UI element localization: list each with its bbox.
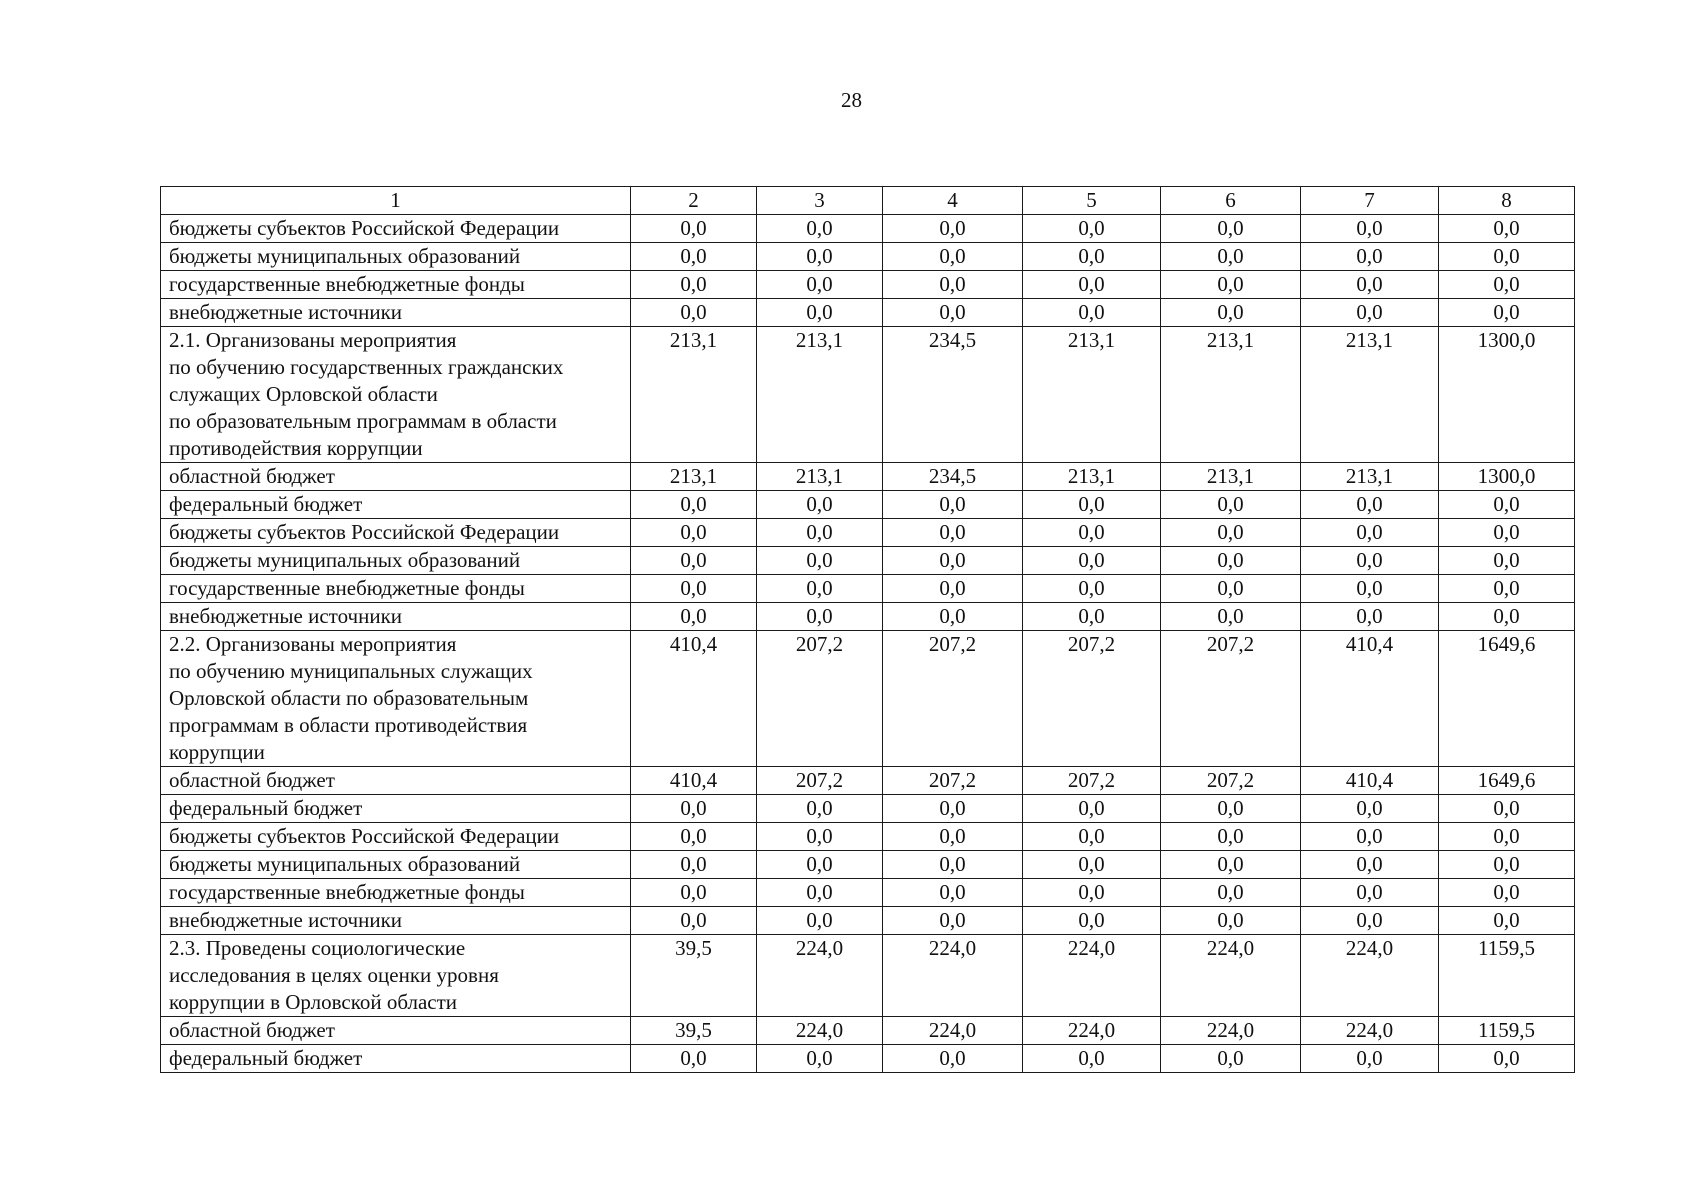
cell-value: 0,0 <box>631 1045 757 1073</box>
cell-value: 0,0 <box>1161 879 1301 907</box>
cell-value: 0,0 <box>1439 823 1575 851</box>
cell-value: 224,0 <box>757 1017 883 1045</box>
cell-value: 0,0 <box>1161 795 1301 823</box>
cell-value: 0,0 <box>631 851 757 879</box>
cell-value: 224,0 <box>1023 935 1161 1017</box>
cell-value: 213,1 <box>757 327 883 463</box>
row-label: 2.3. Проведены социологические исследования в целях оценки уровня коррупции в Орловской области <box>161 935 631 1017</box>
cell-value: 224,0 <box>883 1017 1023 1045</box>
cell-value: 0,0 <box>1301 215 1439 243</box>
cell-value: 213,1 <box>1301 463 1439 491</box>
cell-value: 0,0 <box>883 1045 1023 1073</box>
cell-value: 0,0 <box>1161 823 1301 851</box>
cell-value: 0,0 <box>883 271 1023 299</box>
cell-value: 0,0 <box>1023 795 1161 823</box>
cell-value: 0,0 <box>1161 271 1301 299</box>
cell-value: 207,2 <box>757 631 883 767</box>
header-row <box>161 187 1575 215</box>
row-label: государственные внебюджетные фонды <box>161 575 631 603</box>
cell-value: 0,0 <box>631 519 757 547</box>
table-row <box>161 547 1575 575</box>
cell-value: 224,0 <box>1161 1017 1301 1045</box>
table-row <box>161 299 1575 327</box>
cell-value: 207,2 <box>883 767 1023 795</box>
cell-value: 207,2 <box>757 767 883 795</box>
cell-value: 0,0 <box>883 215 1023 243</box>
cell-value: 207,2 <box>1023 631 1161 767</box>
cell-value: 410,4 <box>1301 631 1439 767</box>
cell-value: 0,0 <box>1301 243 1439 271</box>
row-label: внебюджетные источники <box>161 299 631 327</box>
table-row <box>161 215 1575 243</box>
cell-value: 0,0 <box>1023 547 1161 575</box>
cell-value: 39,5 <box>631 1017 757 1045</box>
column-header-4: 4 <box>883 187 1023 215</box>
cell-value: 0,0 <box>883 519 1023 547</box>
cell-value: 0,0 <box>631 271 757 299</box>
cell-value: 0,0 <box>631 823 757 851</box>
cell-value: 224,0 <box>883 935 1023 1017</box>
cell-value: 410,4 <box>631 631 757 767</box>
column-header-6: 6 <box>1161 187 1301 215</box>
cell-value: 0,0 <box>1161 299 1301 327</box>
column-header-3: 3 <box>757 187 883 215</box>
cell-value: 0,0 <box>1301 299 1439 327</box>
cell-value: 0,0 <box>1161 575 1301 603</box>
cell-value: 0,0 <box>1023 823 1161 851</box>
cell-value: 0,0 <box>1023 851 1161 879</box>
cell-value: 213,1 <box>1301 327 1439 463</box>
row-label: бюджеты муниципальных образований <box>161 851 631 879</box>
cell-value: 224,0 <box>1161 935 1301 1017</box>
cell-value: 0,0 <box>883 907 1023 935</box>
cell-value: 0,0 <box>631 215 757 243</box>
cell-value: 0,0 <box>1439 575 1575 603</box>
cell-value: 0,0 <box>883 823 1023 851</box>
cell-value: 0,0 <box>1439 519 1575 547</box>
cell-value: 0,0 <box>757 823 883 851</box>
cell-value: 0,0 <box>631 299 757 327</box>
table-row <box>161 463 1575 491</box>
cell-value: 0,0 <box>1023 1045 1161 1073</box>
row-label: бюджеты субъектов Российской Федерации <box>161 215 631 243</box>
cell-value: 39,5 <box>631 935 757 1017</box>
cell-value: 224,0 <box>757 935 883 1017</box>
cell-value: 207,2 <box>883 631 1023 767</box>
cell-value: 0,0 <box>757 243 883 271</box>
table-row <box>161 1045 1575 1073</box>
cell-value: 0,0 <box>631 603 757 631</box>
cell-value: 410,4 <box>1301 767 1439 795</box>
cell-value: 0,0 <box>1301 271 1439 299</box>
cell-value: 0,0 <box>1301 519 1439 547</box>
cell-value: 0,0 <box>757 575 883 603</box>
cell-value: 0,0 <box>1023 519 1161 547</box>
row-label: внебюджетные источники <box>161 603 631 631</box>
cell-value: 207,2 <box>1161 767 1301 795</box>
table-row <box>161 519 1575 547</box>
cell-value: 0,0 <box>1301 1045 1439 1073</box>
cell-value: 1649,6 <box>1439 631 1575 767</box>
cell-value: 0,0 <box>1439 1045 1575 1073</box>
cell-value: 0,0 <box>1023 491 1161 519</box>
cell-value: 0,0 <box>1023 575 1161 603</box>
column-header-1: 1 <box>161 187 631 215</box>
cell-value: 0,0 <box>883 851 1023 879</box>
cell-value: 0,0 <box>757 603 883 631</box>
table-row <box>161 575 1575 603</box>
cell-value: 213,1 <box>1161 463 1301 491</box>
cell-value: 1159,5 <box>1439 935 1575 1017</box>
cell-value: 0,0 <box>1023 243 1161 271</box>
cell-value: 1300,0 <box>1439 463 1575 491</box>
column-header-2: 2 <box>631 187 757 215</box>
row-label: бюджеты муниципальных образований <box>161 243 631 271</box>
cell-value: 234,5 <box>883 463 1023 491</box>
cell-value: 0,0 <box>1301 795 1439 823</box>
cell-value: 0,0 <box>1161 603 1301 631</box>
row-label: федеральный бюджет <box>161 795 631 823</box>
row-label: внебюджетные источники <box>161 907 631 935</box>
cell-value: 0,0 <box>1301 851 1439 879</box>
cell-value: 0,0 <box>1023 879 1161 907</box>
cell-value: 224,0 <box>1023 1017 1161 1045</box>
cell-value: 0,0 <box>883 547 1023 575</box>
row-label: областной бюджет <box>161 767 631 795</box>
cell-value: 0,0 <box>631 879 757 907</box>
budget-table <box>160 186 1575 1073</box>
cell-value: 224,0 <box>1301 935 1439 1017</box>
cell-value: 0,0 <box>631 795 757 823</box>
cell-value: 0,0 <box>883 243 1023 271</box>
row-label: бюджеты субъектов Российской Федерации <box>161 823 631 851</box>
cell-value: 0,0 <box>1161 243 1301 271</box>
cell-value: 0,0 <box>1439 795 1575 823</box>
cell-value: 0,0 <box>1439 603 1575 631</box>
cell-value: 0,0 <box>1161 215 1301 243</box>
row-label: 2.2. Организованы мероприятия по обучению муниципальных служащих Орловской области по образовательным программам в области противодействия коррупции <box>161 631 631 767</box>
cell-value: 213,1 <box>757 463 883 491</box>
cell-value: 0,0 <box>757 215 883 243</box>
cell-value: 0,0 <box>1301 823 1439 851</box>
cell-value: 410,4 <box>631 767 757 795</box>
cell-value: 1300,0 <box>1439 327 1575 463</box>
cell-value: 0,0 <box>631 547 757 575</box>
cell-value: 0,0 <box>757 547 883 575</box>
cell-value: 0,0 <box>883 575 1023 603</box>
page-number: 28 <box>841 88 862 112</box>
row-label: федеральный бюджет <box>161 1045 631 1073</box>
table-row <box>161 603 1575 631</box>
table-row <box>161 631 1575 767</box>
cell-value: 0,0 <box>1161 491 1301 519</box>
cell-value: 213,1 <box>1023 327 1161 463</box>
cell-value: 0,0 <box>1161 907 1301 935</box>
cell-value: 0,0 <box>883 795 1023 823</box>
column-header-5: 5 <box>1023 187 1161 215</box>
cell-value: 0,0 <box>631 243 757 271</box>
cell-value: 0,0 <box>631 907 757 935</box>
cell-value: 0,0 <box>1301 907 1439 935</box>
cell-value: 0,0 <box>1439 907 1575 935</box>
cell-value: 1649,6 <box>1439 767 1575 795</box>
table-row <box>161 491 1575 519</box>
cell-value: 0,0 <box>1023 271 1161 299</box>
cell-value: 234,5 <box>883 327 1023 463</box>
cell-value: 1159,5 <box>1439 1017 1575 1045</box>
table-row <box>161 327 1575 463</box>
table-row <box>161 935 1575 1017</box>
cell-value: 0,0 <box>883 603 1023 631</box>
cell-value: 0,0 <box>1023 603 1161 631</box>
table-row <box>161 879 1575 907</box>
cell-value: 0,0 <box>631 575 757 603</box>
column-header-8: 8 <box>1439 187 1575 215</box>
table-row <box>161 823 1575 851</box>
row-label: 2.1. Организованы мероприятия по обучению государственных гражданских служащих Орловской области по образовательным программам в области противодействия коррупции <box>161 327 631 463</box>
column-header-7: 7 <box>1301 187 1439 215</box>
row-label: областной бюджет <box>161 1017 631 1045</box>
row-label: бюджеты субъектов Российской Федерации <box>161 519 631 547</box>
table-row <box>161 767 1575 795</box>
cell-value: 0,0 <box>1023 215 1161 243</box>
cell-value: 0,0 <box>631 491 757 519</box>
table-row <box>161 271 1575 299</box>
row-label: федеральный бюджет <box>161 491 631 519</box>
cell-value: 213,1 <box>631 327 757 463</box>
cell-value: 0,0 <box>757 1045 883 1073</box>
cell-value: 0,0 <box>757 271 883 299</box>
cell-value: 207,2 <box>1023 767 1161 795</box>
cell-value: 0,0 <box>1439 271 1575 299</box>
cell-value: 0,0 <box>1161 547 1301 575</box>
cell-value: 213,1 <box>1023 463 1161 491</box>
row-label: государственные внебюджетные фонды <box>161 879 631 907</box>
table-row <box>161 795 1575 823</box>
cell-value: 207,2 <box>1161 631 1301 767</box>
cell-value: 0,0 <box>883 879 1023 907</box>
cell-value: 0,0 <box>1301 879 1439 907</box>
table-row <box>161 243 1575 271</box>
cell-value: 0,0 <box>1301 491 1439 519</box>
cell-value: 0,0 <box>1439 215 1575 243</box>
cell-value: 0,0 <box>1439 547 1575 575</box>
cell-value: 0,0 <box>757 907 883 935</box>
cell-value: 0,0 <box>757 851 883 879</box>
cell-value: 0,0 <box>1439 879 1575 907</box>
table-row <box>161 1017 1575 1045</box>
cell-value: 213,1 <box>1161 327 1301 463</box>
cell-value: 0,0 <box>757 491 883 519</box>
cell-value: 0,0 <box>1301 575 1439 603</box>
cell-value: 0,0 <box>1439 851 1575 879</box>
cell-value: 0,0 <box>883 299 1023 327</box>
cell-value: 213,1 <box>631 463 757 491</box>
cell-value: 0,0 <box>1023 299 1161 327</box>
cell-value: 0,0 <box>1301 547 1439 575</box>
cell-value: 0,0 <box>757 879 883 907</box>
cell-value: 0,0 <box>1161 1045 1301 1073</box>
cell-value: 0,0 <box>757 519 883 547</box>
cell-value: 0,0 <box>757 795 883 823</box>
row-label: бюджеты муниципальных образований <box>161 547 631 575</box>
cell-value: 0,0 <box>1161 851 1301 879</box>
cell-value: 0,0 <box>883 491 1023 519</box>
row-label: областной бюджет <box>161 463 631 491</box>
cell-value: 0,0 <box>1301 603 1439 631</box>
cell-value: 0,0 <box>757 299 883 327</box>
cell-value: 224,0 <box>1301 1017 1439 1045</box>
table-row <box>161 907 1575 935</box>
cell-value: 0,0 <box>1439 299 1575 327</box>
cell-value: 0,0 <box>1439 243 1575 271</box>
table-body <box>161 187 1575 1073</box>
row-label: государственные внебюджетные фонды <box>161 271 631 299</box>
cell-value: 0,0 <box>1023 907 1161 935</box>
cell-value: 0,0 <box>1161 519 1301 547</box>
cell-value: 0,0 <box>1439 491 1575 519</box>
table-row <box>161 851 1575 879</box>
